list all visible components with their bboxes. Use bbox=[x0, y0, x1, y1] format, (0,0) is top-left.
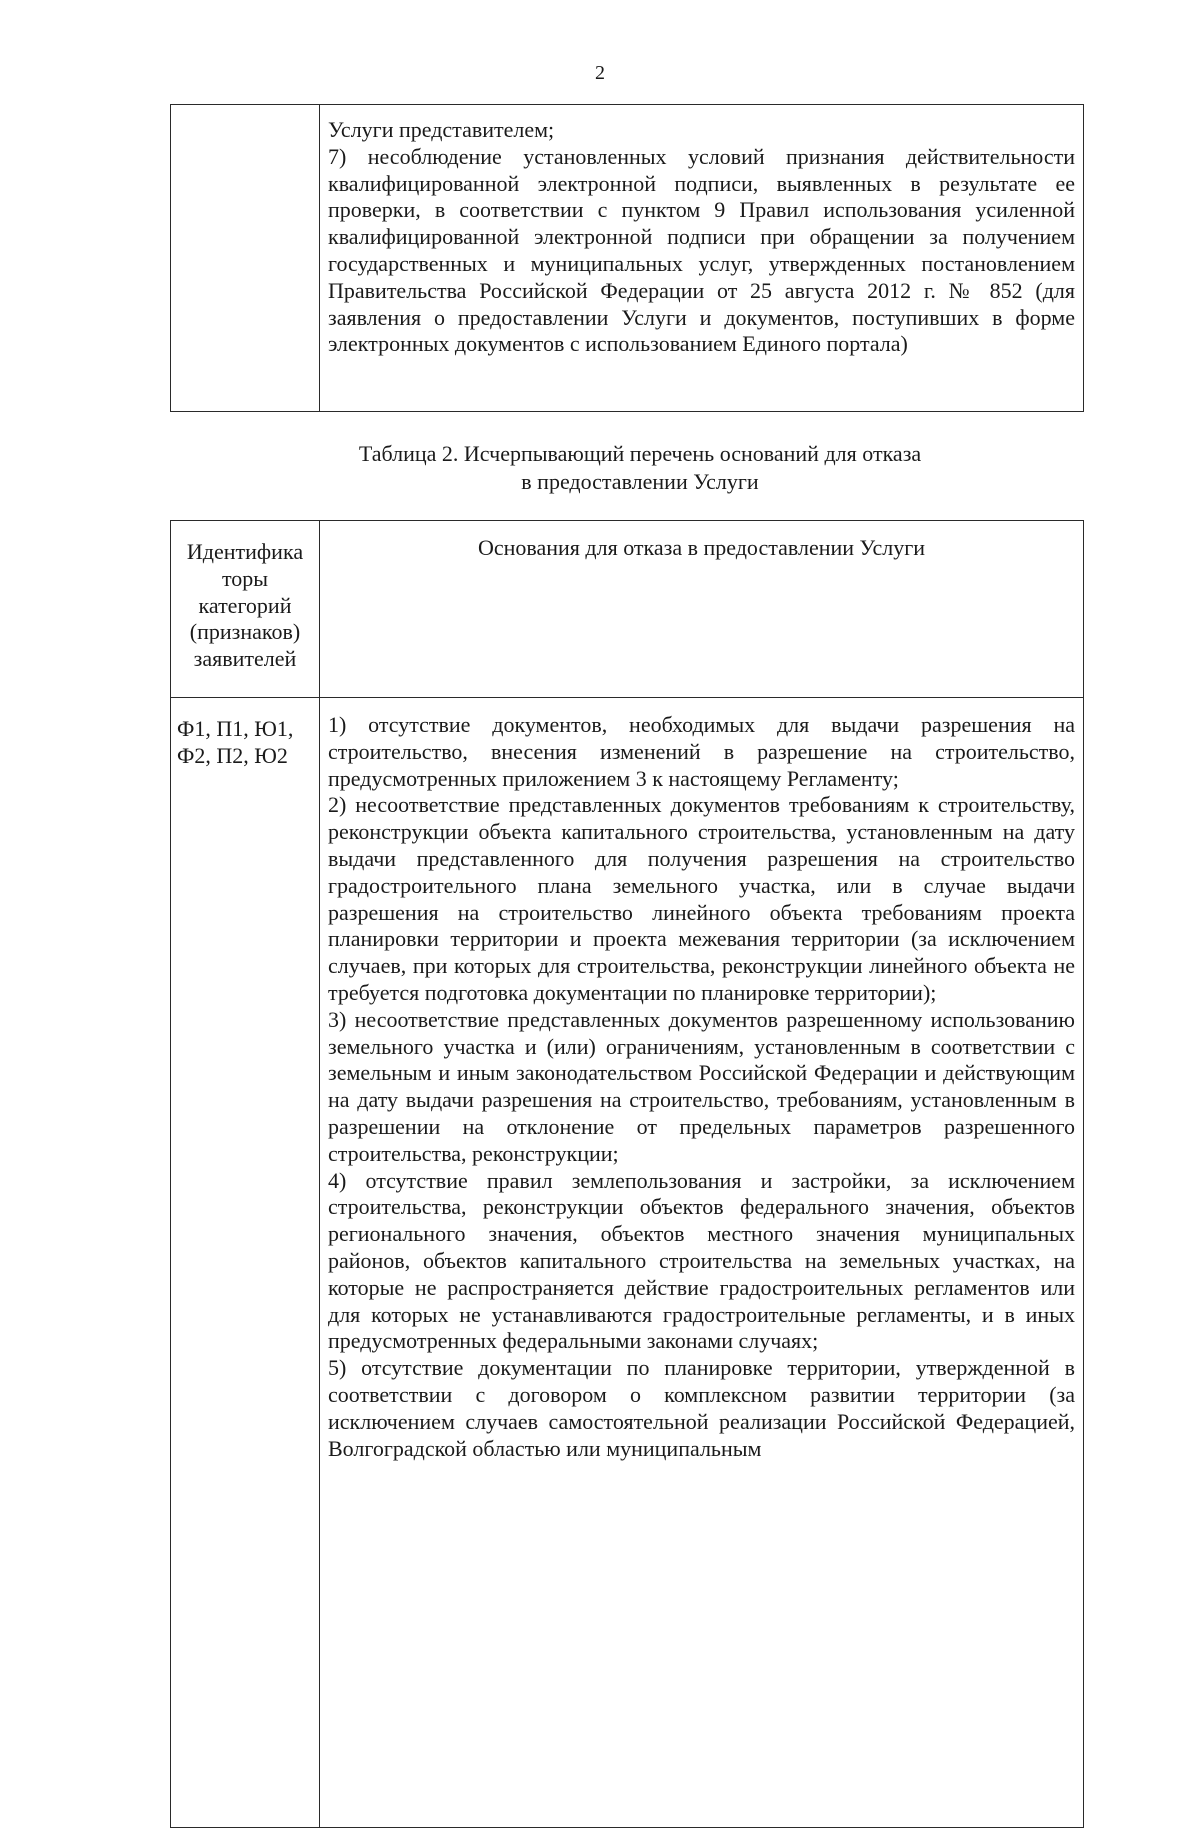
refusal-grounds-table bbox=[170, 520, 1084, 1828]
ground-item-5: 5) отсутствие документации по планировке территории, утвержденной в соответствии с договором о комплексном развитии территории (за исключением случаев самостоятельной реализации Российской Федерацией, Волгоградской областью или муниципальным bbox=[328, 1355, 1075, 1461]
ground-item-2: 2) несоответствие представленных документов требованиям к строительству, реконструкции объекта капитального строительства, установленным на дату выдачи представленного для получения разрешения на строительство градостроительного плана земельного участка, или в случае выдачи разрешения на строительство линейного объекта требованиям проекта планировки территории и проекта межевания территории (за исключением случаев, при которых для строительства, реконструкции линейного объекта не требуется подготовка документации по планировке территории); bbox=[328, 792, 1075, 1005]
page-number: 2 bbox=[595, 62, 605, 84]
continuation-table bbox=[170, 104, 1084, 412]
header-refusal-grounds: Основания для отказа в предоставлении Услуги bbox=[320, 521, 1084, 698]
ground-item-4: 4) отсутствие правил землепользования и застройки, за исключением строительства, реконструкции объектов федерального значения, объектов регионального значения, объектов местного значения муниципальных районов, объектов капитального строительства на земельных участках, на которые не распространяется действие градостроительных регламентов или для которых не устанавливаются градостроительные регламенты, и в иных предусмотренных федеральными законами случаях; bbox=[328, 1167, 1075, 1354]
table-caption bbox=[0, 440, 1200, 496]
caption-line-1: Таблица 2. Исчерпывающий перечень оснований для отказа bbox=[358, 441, 922, 466]
applicant-ids-cell: Ф1, П1, Ю1, Ф2, П2, Ю2 bbox=[171, 698, 320, 1828]
continuation-item-7: 7) несоблюдение установленных условий признания действительности квалифицированной электронной подписи, выявленных в результате ее проверки, в соответствии с пунктом 9 Правил использования усиленной квалифицированной электронной подписи при обращении за получением государственных и муниципальных услуг, утвержденных постановлением Правительства Российской Федерации от 25 августа 2012 г. № 852 (для заявления о предоставлении Услуги и документов, поступивших в форме электронных документов с использованием Единого портала) bbox=[328, 143, 1075, 357]
continuation-line: Услуги представителем; bbox=[328, 117, 555, 142]
empty-cell bbox=[171, 105, 320, 412]
table-row bbox=[171, 105, 1084, 412]
caption-line-2: в предоставлении Услуги bbox=[521, 469, 759, 494]
refusal-grounds-cell bbox=[320, 698, 1084, 1828]
table-header-row bbox=[171, 521, 1084, 698]
continuation-cell bbox=[320, 105, 1084, 412]
ground-item-3: 3) несоответствие представленных документов разрешенному использованию земельного участка и (или) ограничениям, установленным в соответствии с земельным и иным законодательством Российской Федерации и действующим на дату выдачи разрешения на строительство, требованиям, установленным в разрешении на отклонение от предельных параметров разрешенного строительства, реконструкции; bbox=[328, 1006, 1075, 1166]
table-row bbox=[171, 698, 1084, 1828]
ground-item-1: 1) отсутствие документов, необходимых для выдачи разрешения на строительство, внесения изменений в разрешение на строительство, предусмотренных приложением 3 к настоящему Регламенту; bbox=[328, 712, 1075, 791]
header-applicant-ids: Идентифика торы категорий (признаков) заявителей bbox=[171, 521, 320, 698]
